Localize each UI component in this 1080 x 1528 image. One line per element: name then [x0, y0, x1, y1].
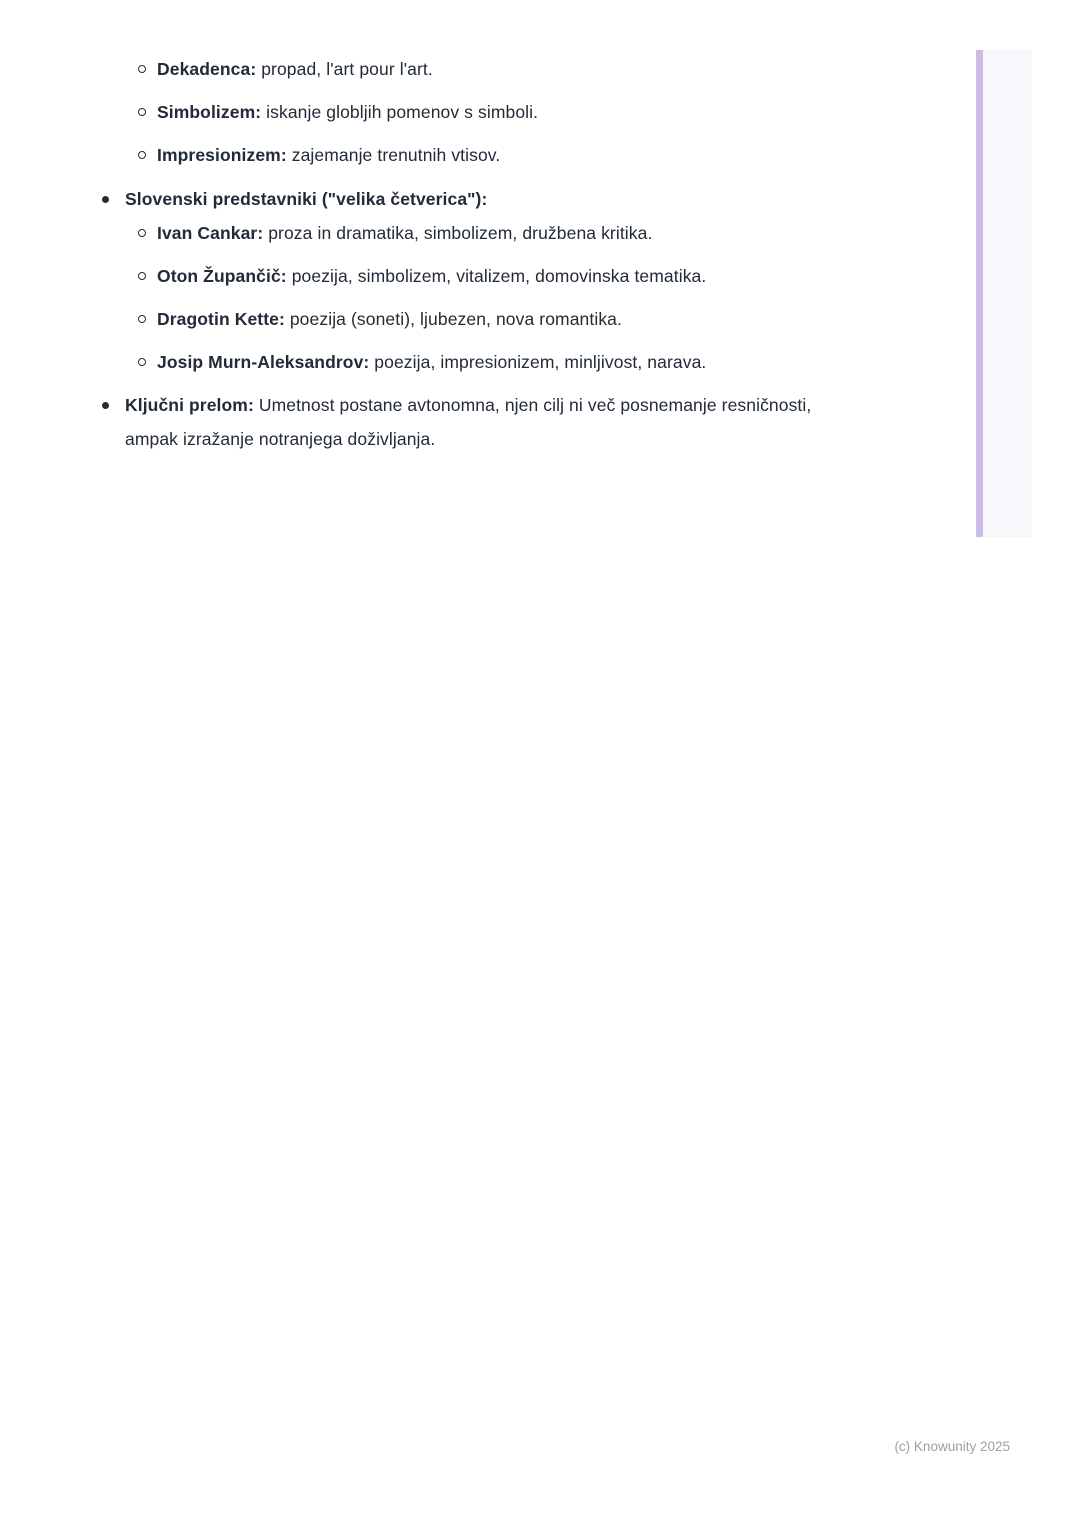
- group-heading-text: Slovenski predstavniki ("velika četverica"):: [125, 189, 488, 209]
- list-item-term: Oton Župančič:: [157, 266, 287, 286]
- list-item: [0, 302, 960, 336]
- circle-bullet-icon: [138, 229, 146, 237]
- list-item-description: propad, l'art pour l'art.: [256, 59, 433, 79]
- list-item-term: Ključni prelom:: [125, 395, 254, 415]
- list-item-term: Dekadenca:: [157, 59, 257, 79]
- circle-bullet-icon: [138, 108, 146, 116]
- list-item-term: Ivan Cankar:: [157, 223, 264, 243]
- list-item-description: poezija, impresionizem, minljivost, narava.: [369, 352, 707, 372]
- disc-bullet-icon: [102, 402, 109, 409]
- list-item-description: iskanje globljih pomenov s simboli.: [261, 102, 539, 122]
- list-item: [0, 345, 960, 379]
- list-item-description: Umetnost postane avtonomna, njen cilj ni več posnemanje resničnosti, ampak izražanje notranjega doživljanja.: [125, 395, 812, 449]
- list-item: [0, 216, 960, 250]
- list-item: [0, 52, 960, 86]
- circle-bullet-icon: [138, 151, 146, 159]
- list-item: [0, 95, 960, 129]
- list-group-heading: [0, 182, 960, 216]
- list-item-term: Simbolizem:: [157, 102, 262, 122]
- right-accent-panel: [976, 50, 1032, 537]
- copyright-notice: (c) Knowunity 2025: [894, 1439, 1010, 1454]
- list-item: [0, 138, 960, 172]
- circle-bullet-icon: [138, 358, 146, 366]
- circle-bullet-icon: [138, 65, 146, 73]
- list-item-term: Dragotin Kette:: [157, 309, 285, 329]
- list-item-key-point: [0, 388, 835, 456]
- disc-bullet-icon: [102, 196, 109, 203]
- list-item-term: Impresionizem:: [157, 145, 287, 165]
- document-content: [0, 52, 960, 456]
- list-item-description: zajemanje trenutnih vtisov.: [286, 145, 501, 165]
- list-item-term: Josip Murn-Aleksandrov:: [157, 352, 370, 372]
- list-item-description: poezija (soneti), ljubezen, nova romantika.: [284, 309, 622, 329]
- circle-bullet-icon: [138, 315, 146, 323]
- list-item-description: proza in dramatika, simbolizem, družbena kritika.: [263, 223, 653, 243]
- circle-bullet-icon: [138, 272, 146, 280]
- list-item: [0, 259, 960, 293]
- list-item-description: poezija, simbolizem, vitalizem, domovinska tematika.: [286, 266, 707, 286]
